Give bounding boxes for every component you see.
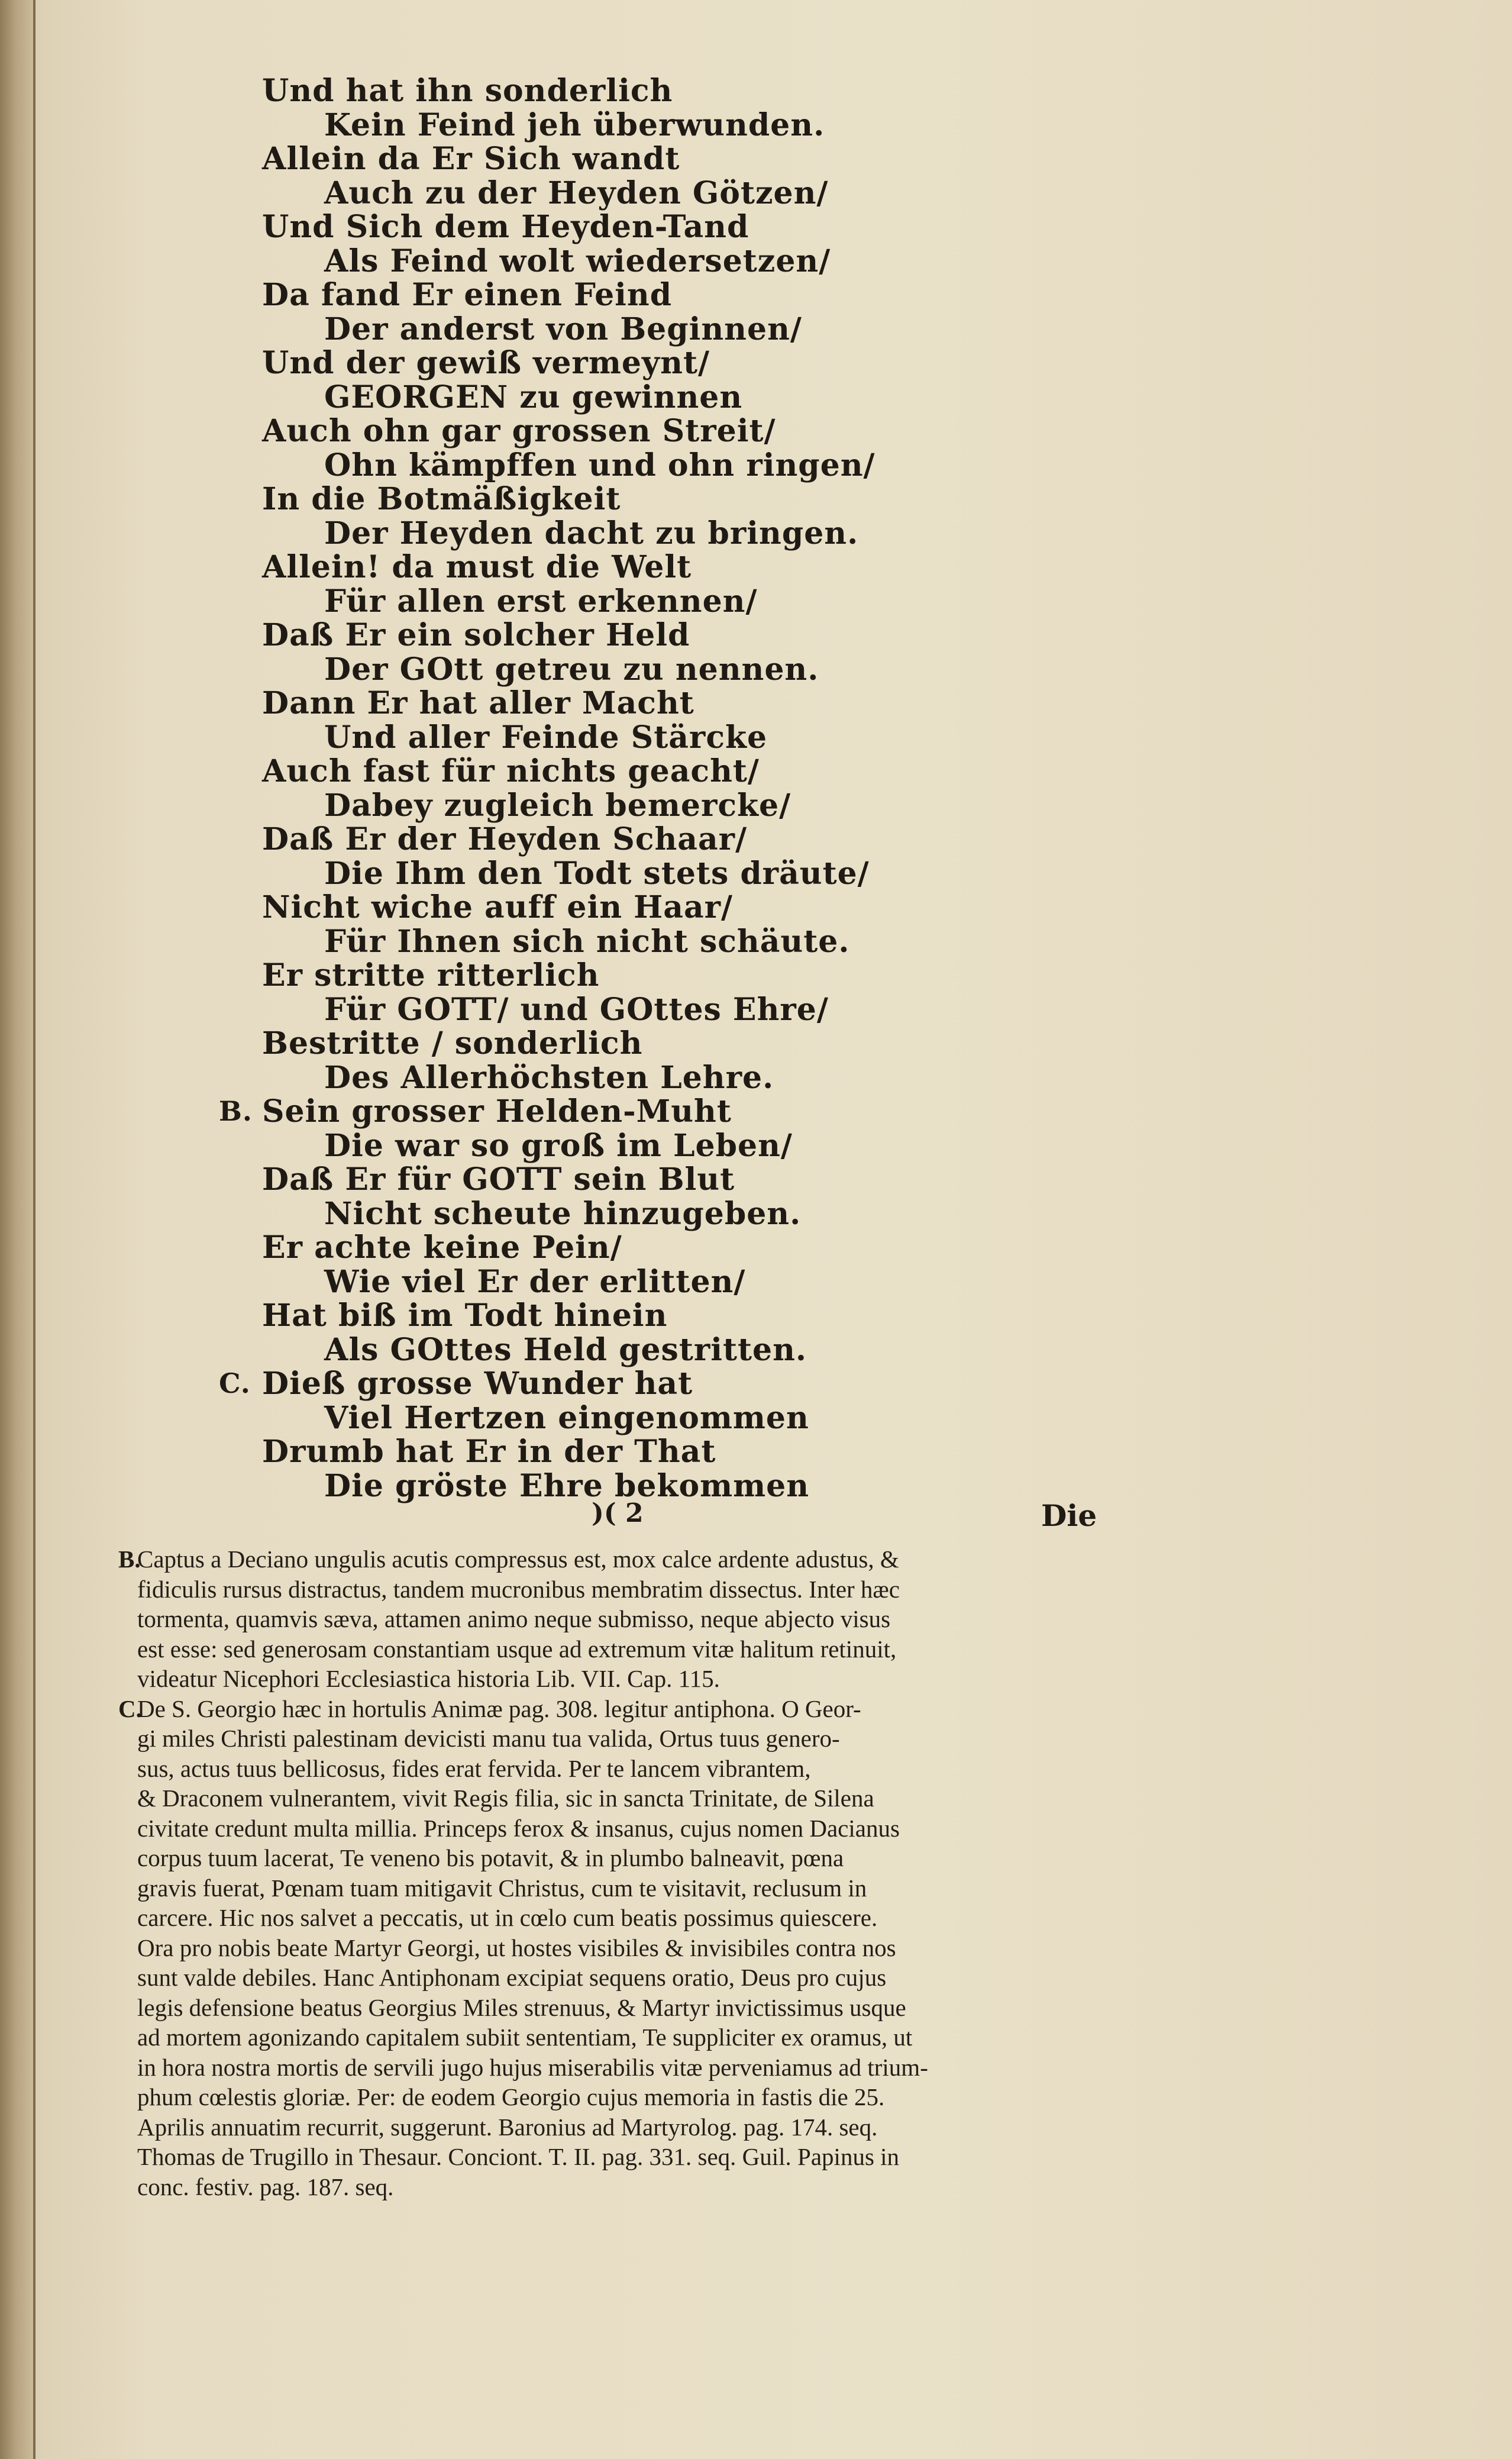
poem-line-text: Sein grosser Helden-Muht: [262, 1093, 732, 1130]
poem-line-text: Bestritte / sonderlich: [262, 1025, 643, 1061]
poem-line: [207, 482, 870, 517]
footnote-line: sus, actus tuus bellicosus, fides erat fervida. Per te lancem vibrantem,: [137, 1754, 811, 1782]
poem-line-text: Daß Er ein solcher Held: [262, 617, 690, 653]
footnote-marker: B.: [118, 1545, 141, 1573]
poem-line-text: Und der gewiß vermeynt/: [262, 345, 710, 381]
poem-line: [207, 1333, 870, 1367]
poem-line: [207, 380, 870, 415]
footnote-line: conc. festiv. pag. 187. seq.: [137, 2173, 394, 2200]
footnote-line: Thomas de Trugillo in Thesaur. Conciont. T. II. pag. 331. seq. Guil. Papinus in: [137, 2143, 900, 2170]
poem-line: [207, 1299, 870, 1333]
footnote-line: est esse: sed generosam constantiam usque ad extremum vitæ halitum retinuit,: [137, 1635, 897, 1663]
poem-line: [207, 312, 870, 347]
poem-line-text: Er achte keine Pein/: [262, 1230, 622, 1266]
footnote-line: & Draconem vulnerantem, vivit Regis filia, sic in sancta Trinitate, de Silena: [137, 1784, 874, 1812]
poem-line-text: Wie viel Er der erlitten/: [324, 1263, 746, 1300]
poem-line-text: Dabey zugleich bemercke/: [324, 787, 791, 824]
poem-line-text: Des Allerhöchsten Lehre.: [324, 1059, 774, 1096]
poem-line: [207, 754, 870, 789]
footnote-line: carcere. Hic nos salvet a peccatis, ut in cœlo cum beatis possimus quiescere.: [137, 1904, 878, 1931]
poem-line-text: Kein Feind jeh überwunden.: [324, 107, 825, 143]
footnote-line: Aprilis annuatim recurrit, suggerunt. Baronius ad Martyrolog. pag. 174. seq.: [137, 2113, 878, 2141]
poem-line: [207, 993, 870, 1027]
poem-line: [207, 1027, 870, 1061]
footnotes: [118, 1544, 1101, 2202]
poem-line: [207, 1367, 870, 1401]
footnote-reference-marker: C.: [219, 1367, 251, 1399]
poem-line: [207, 447, 875, 483]
poem-line: [207, 585, 870, 619]
footnote-line: Ora pro nobis beate Martyr Georgi, ut hostes visibiles & invisibiles contra nos: [137, 1934, 896, 1961]
footnote-line: legis defensione beatus Georgius Miles strenuus, & Martyr invictissimus usque: [137, 1993, 906, 2021]
poem-line-text: Die Ihm den Todt stets dräute/: [324, 855, 870, 892]
poem-line-text: Ohn kämpffen und ohn ringen/: [324, 447, 875, 483]
poem-line: [207, 142, 870, 176]
poem-line-text: Als GOttes Held gestritten.: [324, 1331, 807, 1368]
poem-line: [207, 1095, 870, 1129]
poem-line: [207, 959, 870, 993]
poem-line-text: Auch fast für nichts geacht/: [262, 753, 760, 789]
footnote: [118, 1694, 1101, 2202]
poem-line-text: Dieß grosse Wunder hat: [262, 1366, 693, 1402]
footnote-line: ad mortem agonizando capitalem subiit sententiam, Te suppliciter ex oramus, ut: [137, 2024, 913, 2051]
poem-line: [207, 618, 870, 653]
poem-line-text: Allein! da must die Welt: [262, 549, 692, 585]
poem-line: [207, 210, 870, 244]
footnote-line: civitate credunt multa millia. Princeps ferox & insanus, cujus nomen Dacianus: [137, 1814, 900, 1842]
poem-line: [207, 517, 870, 551]
poem-line: [207, 346, 870, 380]
poem-line: [207, 278, 870, 312]
poem-line-text: Nicht wiche auff ein Haar/: [262, 889, 734, 925]
poem-line-text: Nicht scheute hinzugeben.: [324, 1195, 802, 1232]
page-fold: [33, 0, 35, 2459]
poem-line-text: Der GOtt getreu zu nennen.: [324, 651, 819, 688]
footnote-line: De S. Georgio hæc in hortulis Animæ pag. 308. legitur antiphona. O Geor-: [137, 1695, 861, 1722]
footnote-line: fidiculis rursus distractus, tandem mucronibus membratim dissectus. Inter hæc: [137, 1575, 900, 1603]
poem-line-text: Daß Er der Heyden Schaar/: [262, 821, 748, 857]
poem-line-text: Allein da Er Sich wandt: [262, 141, 680, 177]
poem-line-text: Der anderst von Beginnen/: [324, 311, 802, 347]
footnote-line: videatur Nicephori Ecclesiastica historia Lib. VII. Cap. 115.: [137, 1665, 720, 1692]
poem-line-text: Und aller Feinde Stärcke: [324, 719, 768, 756]
poem-line-text: In die Botmäßigkeit: [262, 481, 621, 517]
poem-line-text: Die war so groß im Leben/: [324, 1127, 793, 1164]
poem-line: [207, 789, 870, 823]
footnote-marker: C.: [118, 1695, 142, 1722]
poem-line-text: GEORGEN zu gewinnen: [324, 379, 743, 415]
poem-line-text: Der Heyden dacht zu bringen.: [324, 515, 859, 551]
poem-line-text: Drumb hat Er in der That: [262, 1434, 716, 1470]
printer-signature: )( 2: [592, 1498, 644, 1528]
footnote-line: corpus tuum lacerat, Te veneno bis potavit, & in plumbo balneavit, pœna: [137, 1844, 844, 1871]
poem-line: [207, 244, 870, 279]
poem-line: [207, 653, 870, 687]
poem-line-text: Da fand Er einen Feind: [262, 277, 673, 313]
poem-line: [207, 176, 870, 211]
adjacent-page-edge: [0, 0, 34, 2459]
poem-line-text: Für allen erst erkennen/: [324, 583, 758, 619]
poem-line: [207, 1265, 870, 1299]
poem-line: [207, 721, 870, 755]
footnote-line: in hora nostra mortis de servili jugo hujus miserabilis vitæ perveniamus ad trium-: [137, 2053, 928, 2081]
poem-line: [207, 1061, 870, 1095]
poem-line: [207, 414, 870, 448]
poem-line: [207, 686, 870, 721]
poem-line-text: Auch ohn gar grossen Streit/: [262, 413, 776, 449]
poem-line: [207, 550, 870, 585]
poem-line-text: Er stritte ritterlich: [262, 957, 600, 993]
footnote-line: phum cœlestis gloriæ. Per: de eodem Georgio cujus memoria in fastis die 25.: [137, 2083, 885, 2111]
poem-text: [207, 73, 875, 1504]
poem-line: [207, 1435, 870, 1469]
poem-line-text: Die gröste Ehre bekommen: [324, 1467, 810, 1504]
page-footer-row: [0, 1498, 1512, 1540]
poem-line: [207, 857, 870, 891]
poem-line-text: Und hat ihn sonderlich: [262, 73, 673, 109]
poem-line-text: Und Sich dem Heyden-Tand: [262, 209, 749, 245]
poem-line: [207, 925, 870, 959]
footnote-reference-marker: B.: [219, 1095, 253, 1127]
footnote-line: gi miles Christi palestinam devicisti manu tua valida, Ortus tuus genero-: [137, 1725, 840, 1752]
poem-line-text: Als Feind wolt wiedersetzen/: [324, 243, 831, 279]
poem-line: [207, 108, 870, 143]
poem-line-text: Für GOTT/ und GOttes Ehre/: [324, 991, 829, 1028]
poem-line-text: Daß Er für GOTT sein Blut: [262, 1161, 735, 1198]
footnote-line: sunt valde debiles. Hanc Antiphonam excipiat sequens oratio, Deus pro cujus: [137, 1964, 887, 1991]
catchword: Die: [1041, 1498, 1097, 1533]
poem-line: [207, 822, 870, 857]
footnote-line: Captus a Deciano ungulis acutis compressus est, mox calce ardente adustus, &: [137, 1545, 899, 1573]
poem-line-text: Hat biß im Todt hinein: [262, 1298, 668, 1334]
poem-line-text: Auch zu der Heyden Götzen/: [324, 175, 829, 211]
poem-line: [207, 1163, 870, 1197]
poem-line: [207, 1401, 870, 1435]
poem-line: [207, 1129, 870, 1163]
footnote-line: tormenta, quamvis sæva, attamen animo neque submisso, neque abjecto visus: [137, 1605, 891, 1632]
footnote-line: gravis fuerat, Pœnam tuam mitigavit Christus, cum te visitavit, reclusum in: [137, 1874, 867, 1902]
poem-line: [207, 890, 870, 925]
poem-line: [207, 74, 870, 108]
poem-line: [207, 1197, 870, 1231]
poem-line-text: Für Ihnen sich nicht schäute.: [324, 923, 850, 960]
poem-line-text: Viel Hertzen eingenommen: [324, 1399, 809, 1436]
footnote: [118, 1544, 1101, 1694]
poem-line-text: Dann Er hat aller Macht: [262, 685, 694, 721]
poem-line: [207, 1231, 870, 1265]
